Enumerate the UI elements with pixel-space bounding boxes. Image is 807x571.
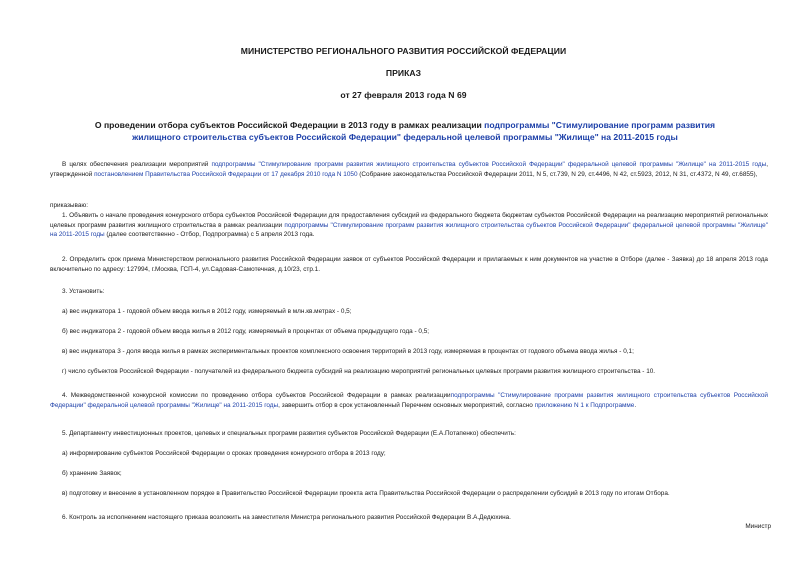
- item-6: 6. Контроль за исполнением настоящего приказа возложить на заместителя Министра регионального развития Российской Федерации В.А.Дедюхина.: [62, 514, 511, 521]
- item-1-subprogram-link[interactable]: подпрограммы "Стимулирование программ развития жилищного строительства субъектов Российской Федерации" федеральной целевой программы "Жилище" на 2011-2015 годы: [50, 221, 768, 239]
- doc-date: от 27 февраля 2013 года N 69: [340, 90, 467, 100]
- preamble-text-3: (Собрание законодательства Российской Федерации 2011, N 5, ст.739, N 29, ст.4496, N 42, ст.5923, 2012, N 31, ст.4372, N 49, ст.6855),: [357, 170, 758, 178]
- item-4-appendix-link[interactable]: приложению N 1 к Подпрограмме: [534, 401, 635, 409]
- preamble-text-2: , утвержденной: [50, 161, 768, 178]
- item-4-subprogram-link[interactable]: подпрограммы "Стимулирование программ развития жилищного строительства субъектов Российской Федерации" федеральной целевой программы "Жилище" на 2011-2015 годы: [50, 392, 768, 409]
- item-1-text-2: (далее соответственно - Отбор, Подпрограмма) с 5 апреля 2013 года.: [104, 231, 315, 239]
- preamble-subprogram-link[interactable]: подпрограммы "Стимулирование программ развития жилищного строительства субъектов Российской Федерации" федеральной целевой программы "Жилище" на 2011-2015 годы: [211, 161, 767, 168]
- document-title: [80, 120, 730, 143]
- doc-type-heading: ПРИКАЗ: [385, 68, 422, 78]
- item-3a: а) вес индикатора 1 - годовой объем ввода жилья в 2012 году, измеряемый в млн.кв.метрах - 0,5;: [62, 308, 352, 315]
- item-3b: б) вес индикатора 2 - годовой объем ввода жилья в 2012 году, измеряемый в процентах от объема предыдущего года - 0,5;: [62, 328, 430, 335]
- item-2: 2. Определить срок приема Министерством регионального развития Российской Федерации заявок от субъектов Российской Федерации и прилагаемых к ним документов на участие в Отборе (далее - Заявка) до 18 апреля 2013 года включительно по адресу: 127994, г.Москва, ГСП-4, ул.Садовая-Самотечная, д.10/23, стр.1.: [50, 256, 768, 273]
- item-4: [50, 391, 768, 410]
- item-3: 3. Установить:: [62, 288, 105, 295]
- preamble: [50, 160, 768, 179]
- item-4-text-3: .: [634, 401, 637, 409]
- item-5b: б) хранение Заявок;: [62, 470, 122, 477]
- item-1: [50, 211, 768, 240]
- signature-title: Министр: [745, 523, 771, 530]
- ministry-heading: МИНИСТЕРСТВО РЕГИОНАЛЬНОГО РАЗВИТИЯ РОССИЙСКОЙ ФЕДЕРАЦИИ: [240, 46, 567, 56]
- item-5c: в) подготовку и внесение в установленном порядке в Правительство Российской Федерации проекта акта Правительства Российской Федерации о распределении субсидий в 2013 году по итогам Отбора.: [62, 490, 670, 497]
- item-3c: в) вес индикатора 3 - доля ввода жилья в рамках экспериментальных проектов комплексного освоения территорий в 2013 году, измеряемая в процентах от годового объема ввода жилья - 0,1;: [62, 348, 634, 355]
- item-1-text-1: 1. Объявить о начале проведения конкурсного отбора субъектов Российской Федерации для предоставления субсидий из федерального бюджета бюджетам субъектов Российской Федерации на реализацию мероприятий региональных целевых программ развития жилищного строительства в рамках реализации: [50, 212, 768, 229]
- item-5a: а) информирование субъектов Российской Федерации о сроках проведения конкурсного отбора в 2013 году;: [62, 450, 386, 457]
- item-4-text-2: , завершить отбор в срок установленный Перечнем основных мероприятий, согласно: [278, 401, 535, 409]
- title-link[interactable]: подпрограммы "Стимулирование программ развития жилищного строительства субъектов Российской Федерации" федеральной целевой программы "Жилище" на 2011-2015 годы: [132, 120, 716, 142]
- orders-word: приказываю:: [50, 202, 88, 209]
- preamble-decree-link[interactable]: постановлением Правительства Российской Федерации от 17 декабря 2010 года N 1050: [94, 170, 358, 178]
- item-4-text-1: 4. Межведомственной конкурсной комиссии по проведению отбора субъектов Российской Федерации в рамках реализации: [62, 392, 451, 399]
- item-3d: г) число субъектов Российской Федерации - получателей из федерального бюджета субсидий на реализацию мероприятий региональных целевых программ развития жилищного строительства - 10.: [62, 368, 656, 375]
- preamble-text-1: В целях обеспечения реализации мероприятий: [62, 161, 212, 168]
- item-5: 5. Департаменту инвестиционных проектов, целевых и специальных программ развития субъектов Российской Федерации (Е.А.Потапенко) обеспечить:: [62, 430, 516, 437]
- title-text: О проведении отбора субъектов Российской Федерации в 2013 году в рамках реализации: [94, 120, 485, 130]
